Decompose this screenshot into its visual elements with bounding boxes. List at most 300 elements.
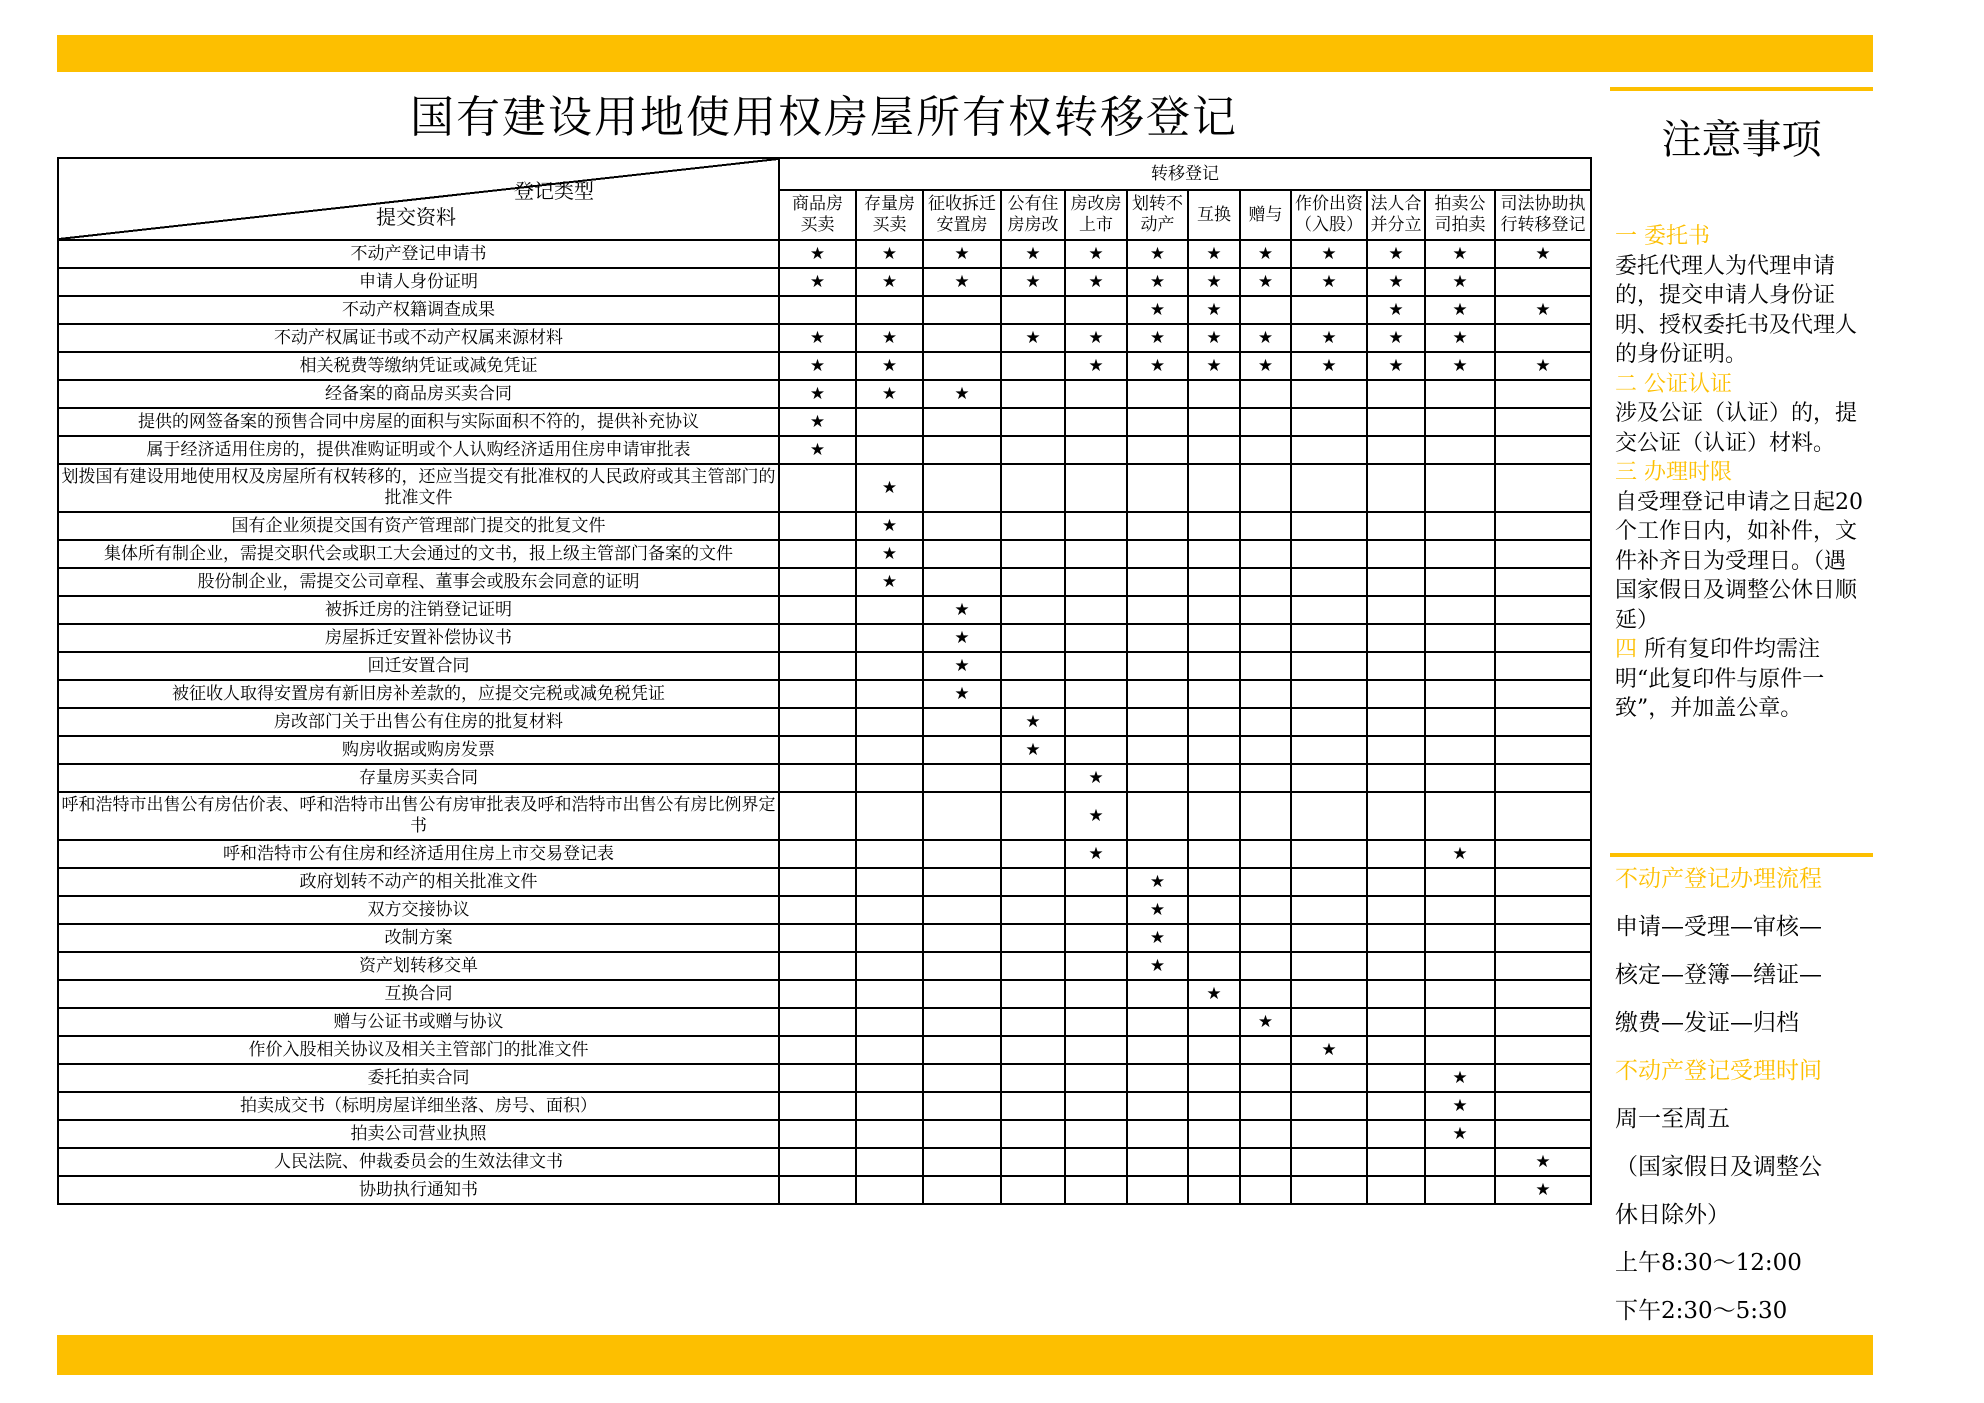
notice-heading: 三 办理时限 xyxy=(1615,460,1732,485)
empty-cell xyxy=(1001,896,1065,924)
star-icon: ★ xyxy=(1188,240,1240,268)
empty-cell xyxy=(779,708,856,736)
table-row xyxy=(58,980,1591,1008)
empty-cell xyxy=(1127,568,1188,596)
empty-cell xyxy=(1065,624,1127,652)
column-header-line: 并分立 xyxy=(1370,215,1422,235)
table-body xyxy=(58,240,1591,1204)
empty-cell xyxy=(1291,952,1367,980)
empty-cell xyxy=(1425,568,1495,596)
star-icon: ★ xyxy=(1127,896,1188,924)
process-heading: 不动产登记办理流程 xyxy=(1615,866,1822,892)
empty-cell xyxy=(1127,1064,1188,1092)
empty-cell xyxy=(1240,596,1291,624)
empty-cell xyxy=(1425,736,1495,764)
empty-cell xyxy=(1065,596,1127,624)
star-icon: ★ xyxy=(1240,240,1291,268)
empty-cell xyxy=(1291,764,1367,792)
table-row xyxy=(58,380,1591,408)
table-row xyxy=(58,840,1591,868)
empty-cell xyxy=(856,1008,923,1036)
empty-cell xyxy=(1291,1176,1367,1204)
empty-cell xyxy=(1188,1092,1240,1120)
empty-cell xyxy=(923,1008,1001,1036)
column-header-line: 存量房 xyxy=(864,194,915,214)
star-icon: ★ xyxy=(856,540,923,568)
star-icon: ★ xyxy=(1188,268,1240,296)
material-label: 委托拍卖合同 xyxy=(58,1064,779,1092)
table-row xyxy=(58,540,1591,568)
empty-cell xyxy=(1291,596,1367,624)
top-banner xyxy=(57,35,1873,72)
empty-cell xyxy=(779,1148,856,1176)
empty-cell xyxy=(1127,624,1188,652)
empty-cell xyxy=(1367,1036,1425,1064)
empty-cell xyxy=(1425,436,1495,464)
empty-cell xyxy=(1367,1092,1425,1120)
empty-cell xyxy=(1127,1092,1188,1120)
empty-cell xyxy=(1291,512,1367,540)
empty-cell xyxy=(1495,408,1591,436)
empty-cell xyxy=(1065,680,1127,708)
empty-cell xyxy=(1291,436,1367,464)
notice-item xyxy=(1615,635,1865,724)
material-label: 呼和浩特市公有住房和经济适用住房上市交易登记表 xyxy=(58,840,779,868)
empty-cell xyxy=(856,980,923,1008)
empty-cell xyxy=(1240,436,1291,464)
empty-cell xyxy=(1495,324,1591,352)
empty-cell xyxy=(856,296,923,324)
column-header-line: 房改房 xyxy=(1070,194,1122,214)
empty-cell xyxy=(856,1036,923,1064)
material-label: 相关税费等缴纳凭证或减免凭证 xyxy=(58,352,779,380)
empty-cell xyxy=(1001,868,1065,896)
empty-cell xyxy=(1425,464,1495,512)
empty-cell xyxy=(1240,764,1291,792)
empty-cell xyxy=(1001,680,1065,708)
empty-cell xyxy=(1495,980,1591,1008)
empty-cell xyxy=(1425,1148,1495,1176)
column-header-line: 作价出资 xyxy=(1295,194,1363,214)
empty-cell xyxy=(1240,924,1291,952)
star-icon: ★ xyxy=(1367,324,1425,352)
empty-cell xyxy=(923,980,1001,1008)
empty-cell xyxy=(779,1120,856,1148)
star-icon: ★ xyxy=(856,464,923,512)
empty-cell xyxy=(1240,540,1291,568)
material-label: 属于经济适用住房的，提供准购证明或个人认购经济适用住房申请审批表 xyxy=(58,436,779,464)
empty-cell xyxy=(923,896,1001,924)
star-icon: ★ xyxy=(856,240,923,268)
empty-cell xyxy=(1425,952,1495,980)
empty-cell xyxy=(1127,408,1188,436)
empty-cell xyxy=(1001,464,1065,512)
column-header xyxy=(1240,190,1291,240)
table-row xyxy=(58,1092,1591,1120)
empty-cell xyxy=(1495,568,1591,596)
corner-submitted-materials: 提交资料 xyxy=(376,205,456,229)
empty-cell xyxy=(1495,1120,1591,1148)
empty-cell xyxy=(1291,840,1367,868)
empty-cell xyxy=(1240,680,1291,708)
star-icon: ★ xyxy=(1495,296,1591,324)
page-title: 国有建设用地使用权房屋所有权转移登记 xyxy=(410,92,1238,143)
material-label: 政府划转不动产的相关批准文件 xyxy=(58,868,779,896)
empty-cell xyxy=(1367,1148,1425,1176)
empty-cell xyxy=(923,924,1001,952)
empty-cell xyxy=(1367,464,1425,512)
table-row xyxy=(58,436,1591,464)
empty-cell xyxy=(1367,1176,1425,1204)
notice-item xyxy=(1615,222,1865,370)
column-header-line: 征收拆迁 xyxy=(928,194,996,214)
column-header-line: 动产 xyxy=(1140,215,1175,235)
empty-cell xyxy=(1240,840,1291,868)
material-label: 存量房买卖合同 xyxy=(58,764,779,792)
empty-cell xyxy=(1188,540,1240,568)
material-label: 拍卖成交书（标明房屋详细坐落、房号、面积） xyxy=(58,1092,779,1120)
empty-cell xyxy=(1291,380,1367,408)
star-icon: ★ xyxy=(779,240,856,268)
empty-cell xyxy=(1367,512,1425,540)
empty-cell xyxy=(1291,652,1367,680)
empty-cell xyxy=(856,924,923,952)
empty-cell xyxy=(1001,436,1065,464)
notice-text: 委托代理人为代理申请的，提交申请人身份证明、授权委托书及代理人的身份证明。 xyxy=(1615,253,1858,367)
empty-cell xyxy=(1065,1092,1127,1120)
column-header-line: 拍卖公 xyxy=(1434,194,1486,214)
empty-cell xyxy=(1188,624,1240,652)
column-header xyxy=(1425,190,1495,240)
empty-cell xyxy=(1127,680,1188,708)
star-icon: ★ xyxy=(856,352,923,380)
empty-cell xyxy=(923,512,1001,540)
table-row xyxy=(58,352,1591,380)
empty-cell xyxy=(1127,708,1188,736)
column-header xyxy=(856,190,923,240)
empty-cell xyxy=(1065,1120,1127,1148)
star-icon: ★ xyxy=(1127,352,1188,380)
star-icon: ★ xyxy=(1065,324,1127,352)
table-row xyxy=(58,680,1591,708)
empty-cell xyxy=(1425,708,1495,736)
empty-cell xyxy=(1495,464,1591,512)
star-icon: ★ xyxy=(1240,1008,1291,1036)
material-label: 协助执行通知书 xyxy=(58,1176,779,1204)
empty-cell xyxy=(779,512,856,540)
empty-cell xyxy=(1001,840,1065,868)
empty-cell xyxy=(1188,512,1240,540)
empty-cell xyxy=(1188,568,1240,596)
empty-cell xyxy=(779,764,856,792)
empty-cell xyxy=(1495,436,1591,464)
empty-cell xyxy=(1188,868,1240,896)
column-header xyxy=(1291,190,1367,240)
process-line: 申请—受理—审核— xyxy=(1615,914,1822,940)
star-icon: ★ xyxy=(779,436,856,464)
empty-cell xyxy=(1495,792,1591,840)
column-header-line: 划转不 xyxy=(1132,194,1183,214)
star-icon: ★ xyxy=(1367,352,1425,380)
column-header xyxy=(923,190,1001,240)
empty-cell xyxy=(1240,1120,1291,1148)
empty-cell xyxy=(1291,464,1367,512)
star-icon: ★ xyxy=(1065,792,1127,840)
empty-cell xyxy=(1001,296,1065,324)
empty-cell xyxy=(1065,896,1127,924)
empty-cell xyxy=(1495,380,1591,408)
empty-cell xyxy=(923,1092,1001,1120)
empty-cell xyxy=(1367,436,1425,464)
star-icon: ★ xyxy=(1065,240,1127,268)
material-label: 被拆迁房的注销登记证明 xyxy=(58,596,779,624)
star-icon: ★ xyxy=(1001,240,1065,268)
material-label: 不动产登记申请书 xyxy=(58,240,779,268)
empty-cell xyxy=(1065,464,1127,512)
empty-cell xyxy=(923,1176,1001,1204)
empty-cell xyxy=(923,408,1001,436)
column-header-line: 司法协助执 xyxy=(1500,194,1586,214)
star-icon: ★ xyxy=(1188,352,1240,380)
star-icon: ★ xyxy=(856,268,923,296)
column-header-line: 赠与 xyxy=(1248,204,1283,225)
star-icon: ★ xyxy=(1291,352,1367,380)
empty-cell xyxy=(1001,1036,1065,1064)
empty-cell xyxy=(1367,652,1425,680)
empty-cell xyxy=(1127,1148,1188,1176)
empty-cell xyxy=(1291,792,1367,840)
empty-cell xyxy=(856,868,923,896)
column-header-line: 司拍卖 xyxy=(1434,215,1486,235)
empty-cell xyxy=(923,840,1001,868)
empty-cell xyxy=(1367,1008,1425,1036)
material-label: 不动产权属证书或不动产权属来源材料 xyxy=(58,324,779,352)
column-header-line: 互换 xyxy=(1197,204,1231,225)
empty-cell xyxy=(1001,1120,1065,1148)
empty-cell xyxy=(1367,896,1425,924)
star-icon: ★ xyxy=(923,240,1001,268)
empty-cell xyxy=(779,736,856,764)
empty-cell xyxy=(1367,980,1425,1008)
material-label: 资产划转移交单 xyxy=(58,952,779,980)
material-label: 房改部门关于出售公有住房的批复材料 xyxy=(58,708,779,736)
star-icon: ★ xyxy=(779,268,856,296)
empty-cell xyxy=(1291,896,1367,924)
empty-cell xyxy=(1291,680,1367,708)
empty-cell xyxy=(1127,652,1188,680)
registration-table xyxy=(57,157,1592,1205)
empty-cell xyxy=(779,896,856,924)
empty-cell xyxy=(1240,1064,1291,1092)
empty-cell xyxy=(1495,1008,1591,1036)
empty-cell xyxy=(923,1120,1001,1148)
empty-cell xyxy=(1291,1064,1367,1092)
material-label: 拍卖公司营业执照 xyxy=(58,1120,779,1148)
star-icon: ★ xyxy=(1065,268,1127,296)
star-icon: ★ xyxy=(1425,840,1495,868)
empty-cell xyxy=(1001,652,1065,680)
empty-cell xyxy=(1367,680,1425,708)
empty-cell xyxy=(856,436,923,464)
empty-cell xyxy=(1001,980,1065,1008)
material-label: 互换合同 xyxy=(58,980,779,1008)
empty-cell xyxy=(856,1148,923,1176)
table-row xyxy=(58,1120,1591,1148)
star-icon: ★ xyxy=(923,268,1001,296)
empty-cell xyxy=(1495,652,1591,680)
table-row xyxy=(58,792,1591,840)
empty-cell xyxy=(1240,1148,1291,1176)
empty-cell xyxy=(1001,568,1065,596)
empty-cell xyxy=(1291,868,1367,896)
empty-cell xyxy=(1367,924,1425,952)
column-header-line: 公有住 xyxy=(1007,194,1059,214)
empty-cell xyxy=(856,680,923,708)
star-icon: ★ xyxy=(1065,352,1127,380)
empty-cell xyxy=(1001,952,1065,980)
star-icon: ★ xyxy=(1425,1092,1495,1120)
empty-cell xyxy=(1367,708,1425,736)
empty-cell xyxy=(1367,596,1425,624)
empty-cell xyxy=(1188,924,1240,952)
empty-cell xyxy=(1425,764,1495,792)
empty-cell xyxy=(1127,980,1188,1008)
star-icon: ★ xyxy=(1065,840,1127,868)
empty-cell xyxy=(923,464,1001,512)
empty-cell xyxy=(1188,380,1240,408)
notice-text: 所有复印件均需注明“此复印件与原件一致”，并加盖公章。 xyxy=(1615,637,1825,721)
empty-cell xyxy=(1188,736,1240,764)
star-icon: ★ xyxy=(779,380,856,408)
empty-cell xyxy=(1065,1064,1127,1092)
column-header xyxy=(1188,190,1240,240)
material-label: 购房收据或购房发票 xyxy=(58,736,779,764)
empty-cell xyxy=(1065,1148,1127,1176)
empty-cell xyxy=(1001,1008,1065,1036)
star-icon: ★ xyxy=(1291,324,1367,352)
empty-cell xyxy=(779,924,856,952)
time-line: 上午8:30～12:00 xyxy=(1615,1250,1802,1276)
column-header-line: 商品房 xyxy=(792,194,843,214)
empty-cell xyxy=(1240,952,1291,980)
empty-cell xyxy=(1001,380,1065,408)
material-label: 申请人身份证明 xyxy=(58,268,779,296)
notice-text: 涉及公证（认证）的，提交公证（认证）材料。 xyxy=(1615,401,1858,456)
table-row xyxy=(58,464,1591,512)
column-header xyxy=(1001,190,1065,240)
star-icon: ★ xyxy=(1425,1120,1495,1148)
table-row xyxy=(58,408,1591,436)
star-icon: ★ xyxy=(923,380,1001,408)
empty-cell xyxy=(1001,924,1065,952)
empty-cell xyxy=(1425,792,1495,840)
empty-cell xyxy=(1495,1064,1591,1092)
star-icon: ★ xyxy=(1188,324,1240,352)
empty-cell xyxy=(1188,1176,1240,1204)
empty-cell xyxy=(779,540,856,568)
empty-cell xyxy=(1367,1120,1425,1148)
table-row xyxy=(58,268,1591,296)
empty-cell xyxy=(1495,1036,1591,1064)
empty-cell xyxy=(1065,980,1127,1008)
table-row xyxy=(58,1176,1591,1204)
star-icon: ★ xyxy=(923,680,1001,708)
empty-cell xyxy=(1495,840,1591,868)
empty-cell xyxy=(1367,792,1425,840)
empty-cell xyxy=(1188,1064,1240,1092)
empty-cell xyxy=(779,680,856,708)
empty-cell xyxy=(1188,596,1240,624)
empty-cell xyxy=(1425,624,1495,652)
empty-cell xyxy=(1291,568,1367,596)
empty-cell xyxy=(1291,736,1367,764)
star-icon: ★ xyxy=(1001,268,1065,296)
empty-cell xyxy=(1240,1036,1291,1064)
empty-cell xyxy=(1367,408,1425,436)
empty-cell xyxy=(1127,512,1188,540)
empty-cell xyxy=(1001,1176,1065,1204)
empty-cell xyxy=(923,868,1001,896)
empty-cell xyxy=(1188,436,1240,464)
empty-cell xyxy=(856,1176,923,1204)
star-icon: ★ xyxy=(1127,296,1188,324)
empty-cell xyxy=(1127,764,1188,792)
empty-cell xyxy=(1065,436,1127,464)
empty-cell xyxy=(779,464,856,512)
empty-cell xyxy=(779,624,856,652)
notice-list xyxy=(1615,222,1865,724)
empty-cell xyxy=(1425,680,1495,708)
empty-cell xyxy=(1240,736,1291,764)
empty-cell xyxy=(1001,1092,1065,1120)
star-icon: ★ xyxy=(1425,352,1495,380)
material-label: 被征收人取得安置房有新旧房补差款的，应提交完税或减免税凭证 xyxy=(58,680,779,708)
star-icon: ★ xyxy=(1291,1036,1367,1064)
star-icon: ★ xyxy=(856,380,923,408)
empty-cell xyxy=(1291,924,1367,952)
process-section xyxy=(1615,855,1865,1335)
empty-cell xyxy=(1367,764,1425,792)
notice-top-rule xyxy=(1610,87,1873,91)
empty-cell xyxy=(1001,352,1065,380)
empty-cell xyxy=(779,568,856,596)
empty-cell xyxy=(923,1064,1001,1092)
empty-cell xyxy=(1495,596,1591,624)
star-icon: ★ xyxy=(1001,324,1065,352)
material-label: 房屋拆迁安置补偿协议书 xyxy=(58,624,779,652)
material-label: 经备案的商品房买卖合同 xyxy=(58,380,779,408)
empty-cell xyxy=(1065,1176,1127,1204)
empty-cell xyxy=(1127,436,1188,464)
column-header xyxy=(1367,190,1425,240)
empty-cell xyxy=(1240,896,1291,924)
empty-cell xyxy=(1425,868,1495,896)
empty-cell xyxy=(779,840,856,868)
empty-cell xyxy=(1001,764,1065,792)
material-label: 国有企业须提交国有资产管理部门提交的批复文件 xyxy=(58,512,779,540)
star-icon: ★ xyxy=(1367,296,1425,324)
empty-cell xyxy=(779,652,856,680)
empty-cell xyxy=(1001,596,1065,624)
empty-cell xyxy=(1240,708,1291,736)
empty-cell xyxy=(1188,1120,1240,1148)
star-icon: ★ xyxy=(856,568,923,596)
empty-cell xyxy=(923,1036,1001,1064)
table-row xyxy=(58,868,1591,896)
star-icon: ★ xyxy=(1367,268,1425,296)
table-row xyxy=(58,764,1591,792)
empty-cell xyxy=(1291,296,1367,324)
